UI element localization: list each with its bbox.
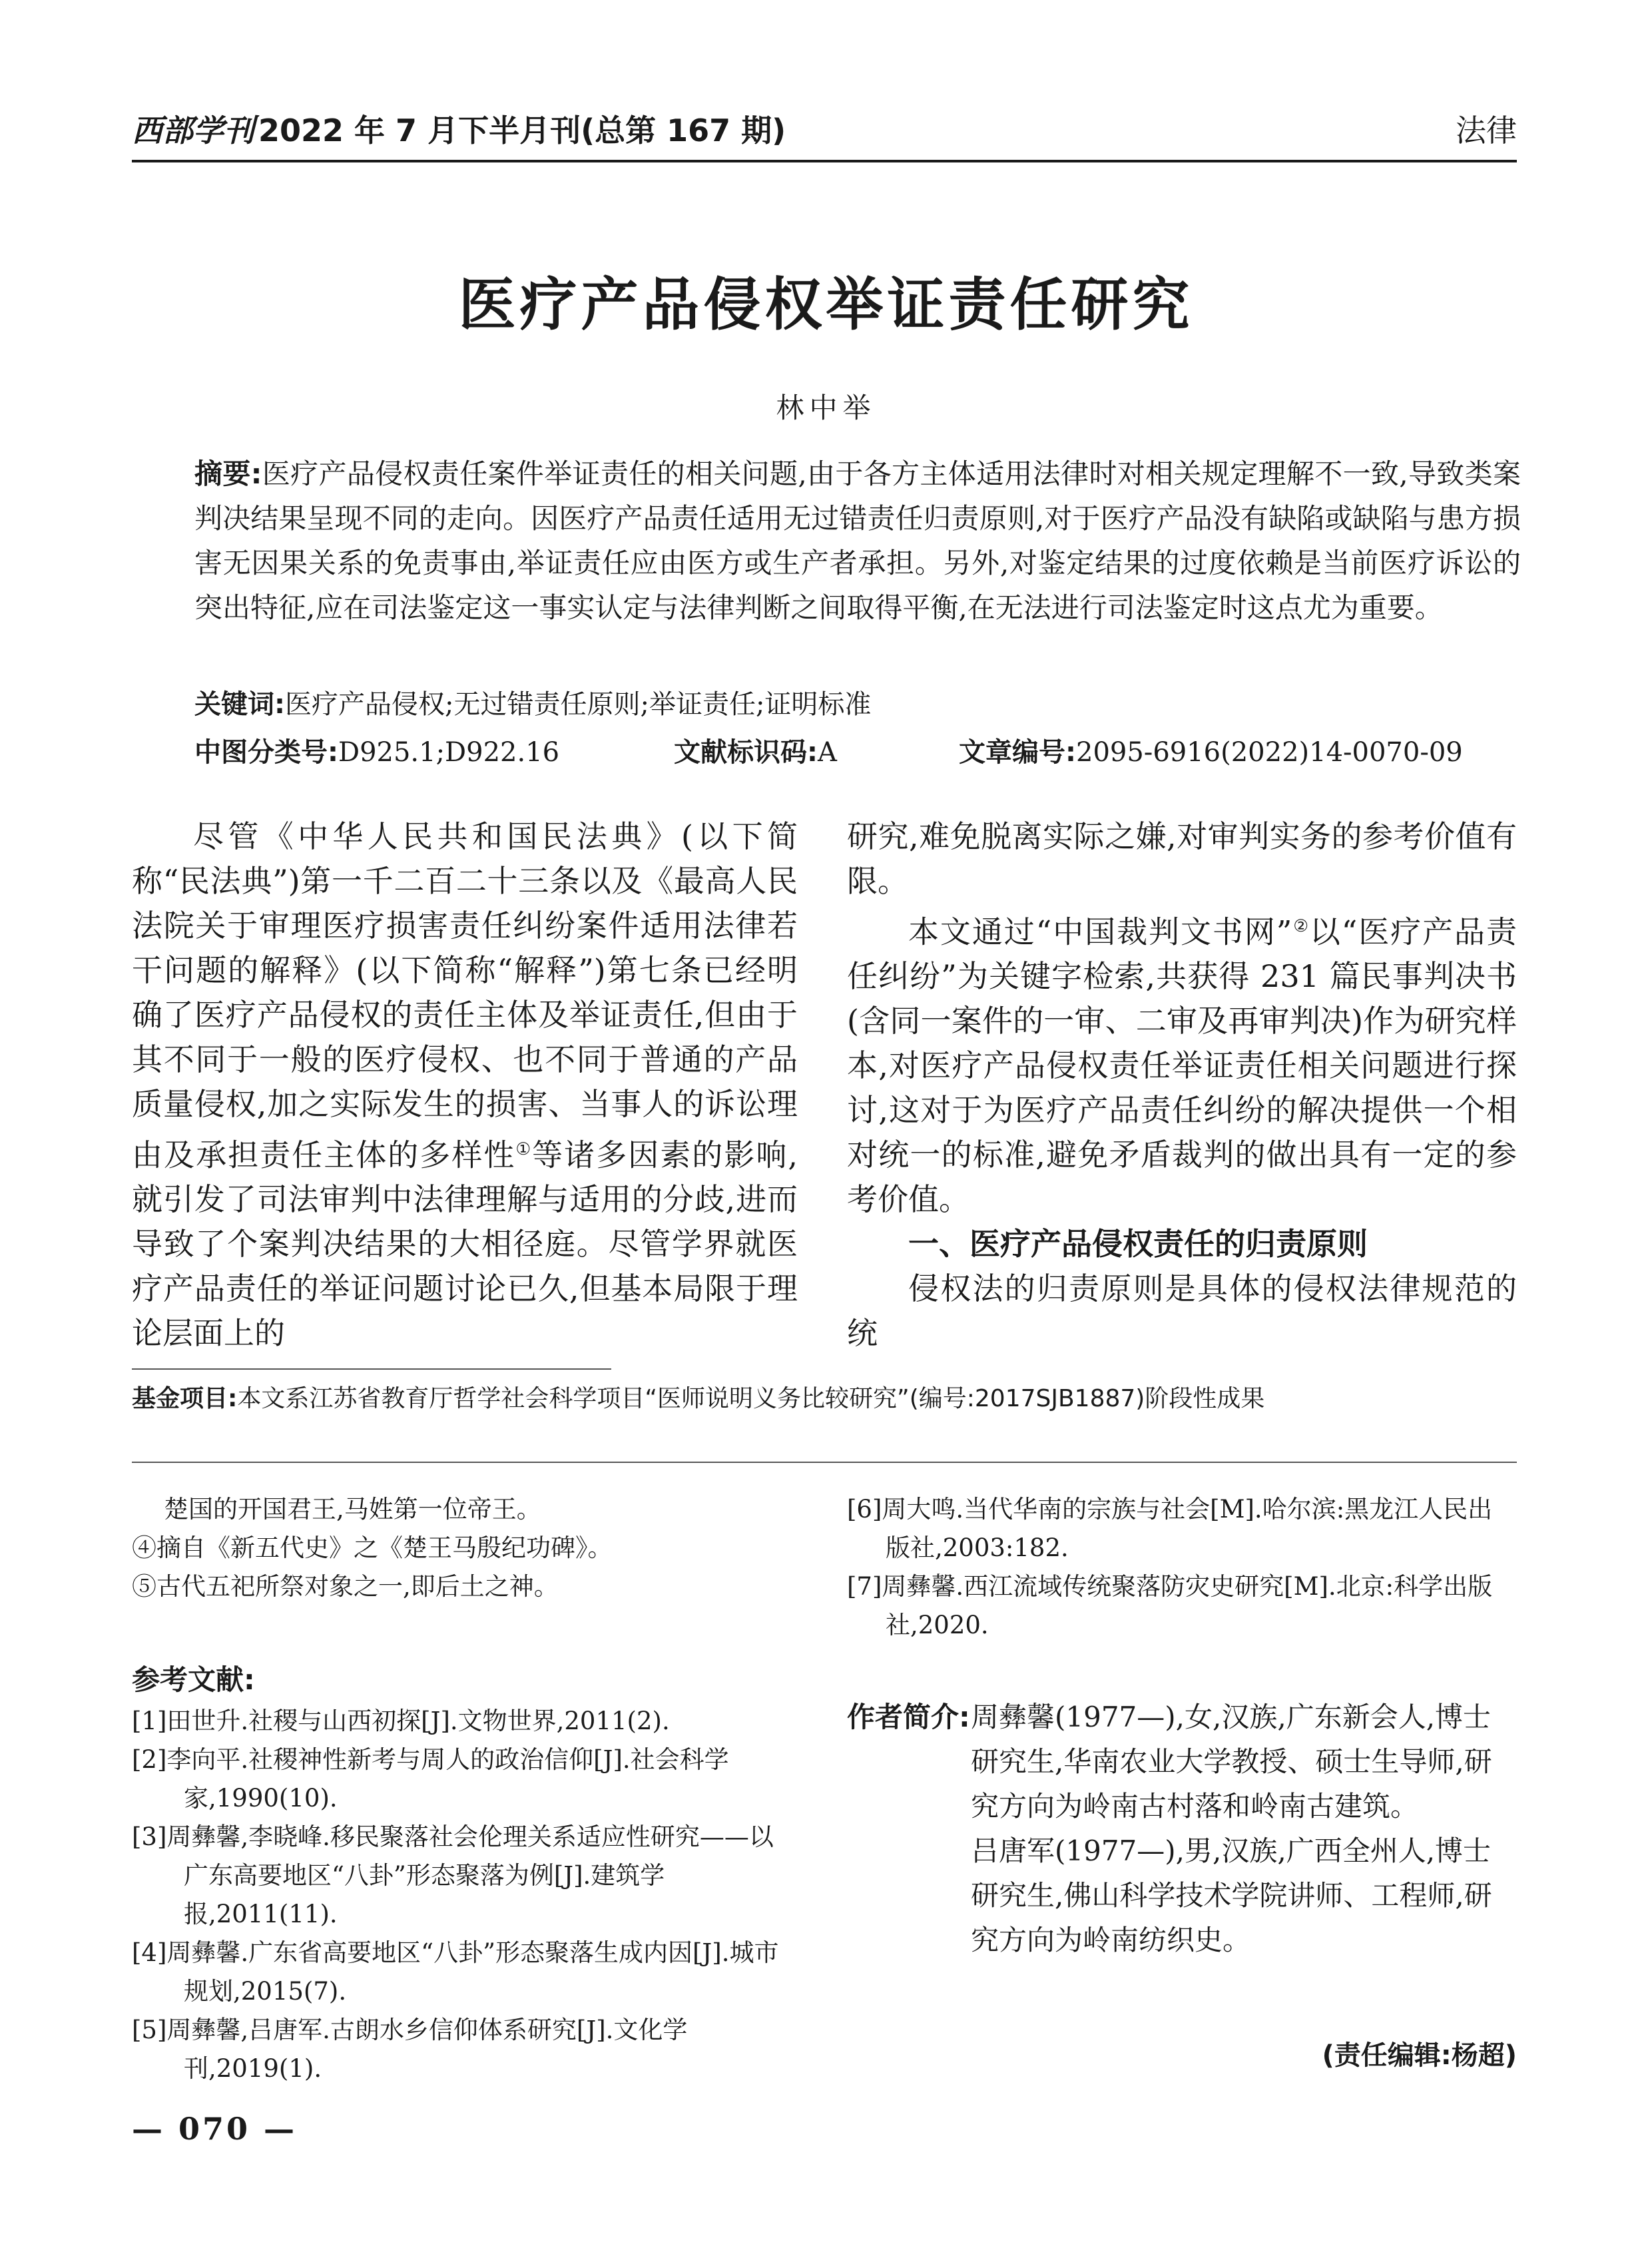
- endnote-item: ④摘自《新五代史》之《楚王马殷纪功碑》。: [132, 1534, 613, 1562]
- separator-rule: [132, 1462, 1517, 1463]
- body-paragraph: 尽管《中华人民共和国民法典》(以下简称“民法典”)第一千二百二十三条以及《最高人民法院关于审理医疗损害责任纠纷案件适用法律若干问题的解释》(以下简称“解释”)第七条已经明确了医疗产品侵权的责任主体及举证责任,但由于其不同于一般的医疗侵权、也不同于普通的产品质量侵权,加之实际发生的损害、当事人的诉讼理由及承担责任主体的多样性①等诸多因素的影响,就引发了司法审判中法律理解与适用的分歧,进而导致了个案判决结果的大相径庭。尽管学界就医疗产品责任的举证问题讨论已久,但基本局限于理论层面上的: [132, 818, 798, 1352]
- body-column-right: [847, 814, 1517, 1356]
- endnote-item: 楚国的开国君王,马姓第一位帝王。: [164, 1495, 541, 1524]
- article-author: 林中举: [776, 392, 876, 424]
- clc-code: 中图分类号:D925.1;D922.16: [194, 737, 560, 768]
- bio-entry: [847, 1828, 1517, 1962]
- body-paragraph: 研究,难免脱离实际之嫌,对审判实务的参考价值有限。: [847, 818, 1517, 899]
- footnote-rule: [132, 1368, 611, 1370]
- reference-item: [5]周彝馨,吕唐军.古朗水乡信仰体系研究[J].文化学刊,2019(1).: [132, 2016, 688, 2083]
- responsible-editor: (责任编辑:杨超): [1322, 2040, 1517, 2071]
- reference-item: [1]田世升.社稷与山西初探[J].文物世界,2011(2).: [132, 1707, 670, 1735]
- endnotes: [132, 1490, 798, 1606]
- article-title: 医疗产品侵权举证责任研究: [458, 272, 1194, 338]
- article-number: 文章编号:2095-6916(2022)14-0070-09: [959, 737, 1463, 768]
- running-header: [132, 112, 786, 149]
- bio-label: 作者简介:: [847, 1701, 970, 1733]
- body-paragraph: 本文通过“中国裁判文书网”②以“医疗产品责任纠纷”为关键字检索,共获得 231 篇民事判决书(含同一案件的一审、二审及再审判决)作为研究样本,对医疗产品侵权责任举证责任相关问题进行探讨,这对于为医疗产品责任纠纷的解决提供一个相对统一的标准,避免矛盾裁判的做出具有一定的参考价值。: [847, 914, 1517, 1218]
- references-left: [132, 1702, 798, 2088]
- issue-info: 2022 年 7 月下半月刊(总第 167 期): [258, 113, 786, 148]
- document-code: 文献标识码:A: [674, 737, 837, 768]
- page-number: — 070 —: [132, 2111, 298, 2147]
- funding-note: [132, 1382, 1517, 1416]
- body-column-left: [132, 814, 798, 1356]
- keywords: [194, 686, 1521, 723]
- keywords-text: 医疗产品侵权;无过错责任原则;举证责任;证明标准: [285, 689, 872, 720]
- section-heading: 一、医疗产品侵权责任的归责原则: [908, 1226, 1368, 1262]
- references-right: [847, 1490, 1517, 1645]
- abstract-label: 摘要:: [194, 457, 262, 490]
- reference-item: [7]周彝馨.西江流域传统聚落防灾史研究[M].北京:科学出版社,2020.: [847, 1572, 1493, 1639]
- funding-label: 基金项目:: [132, 1385, 238, 1412]
- bio-text: 周彝馨(1977—),女,汉族,广东新会人,博士研究生,华南农业大学教授、硕士生导师,研究方向为岭南古村落和岭南古建筑。: [971, 1701, 1492, 1822]
- header-rule: [132, 160, 1517, 162]
- endnote-item: ⑤古代五祀所祭对象之一,即后土之神。: [132, 1572, 559, 1601]
- reference-item: [6]周大鸣.当代华南的宗族与社会[M].哈尔滨:黑龙江人民出版社,2003:182.: [847, 1495, 1493, 1562]
- reference-item: [4]周彝馨.广东省高要地区“八卦”形态聚落生成内因[J].城市规划,2015(7).: [132, 1938, 779, 2006]
- abstract: [194, 451, 1521, 630]
- keywords-label: 关键词:: [194, 689, 285, 720]
- body-paragraph: 侵权法的归责原则是具体的侵权法律规范的统: [847, 1270, 1517, 1352]
- section-label: 法律: [1456, 113, 1517, 148]
- funding-text: 本文系江苏省教育厅哲学社会科学项目“医师说明义务比较研究”(编号:2017SJB1887)阶段性成果: [237, 1385, 1265, 1412]
- bio-entry: [847, 1695, 1517, 1828]
- reference-item: [2]李向平.社稷神性新考与周人的政治信仰[J].社会科学家,1990(10).: [132, 1745, 729, 1813]
- abstract-text: 医疗产品侵权责任案件举证责任的相关问题,由于各方主体适用法律时对相关规定理解不一致,导致类案判决结果呈现不同的走向。因医疗产品责任适用无过错责任归责原则,对于医疗产品没有缺陷或缺陷与患方损害无因果关系的免责事由,举证责任应由医方或生产者承担。另外,对鉴定结果的过度依赖是当前医疗诉讼的突出特征,应在司法鉴定这一事实认定与法律判断之间取得平衡,在无法进行司法鉴定时这点尤为重要。: [194, 457, 1521, 624]
- footnote-marker: ①: [515, 1139, 533, 1159]
- author-bio: [847, 1695, 1517, 1962]
- references-heading: 参考文献:: [132, 1663, 255, 1696]
- bio-text: 吕唐军(1977—),男,汉族,广西全州人,博士研究生,佛山科学技术学院讲师、工程师,研究方向为岭南纺织史。: [971, 1834, 1492, 1956]
- footnote-marker: ②: [1292, 916, 1310, 936]
- journal-logo: 西部学刊: [132, 113, 254, 148]
- reference-item: [3]周彝馨,李晓峰.移民聚落社会伦理关系适应性研究——以广东高要地区“八卦”形态聚落为例[J].建筑学报,2011(11).: [132, 1822, 774, 1928]
